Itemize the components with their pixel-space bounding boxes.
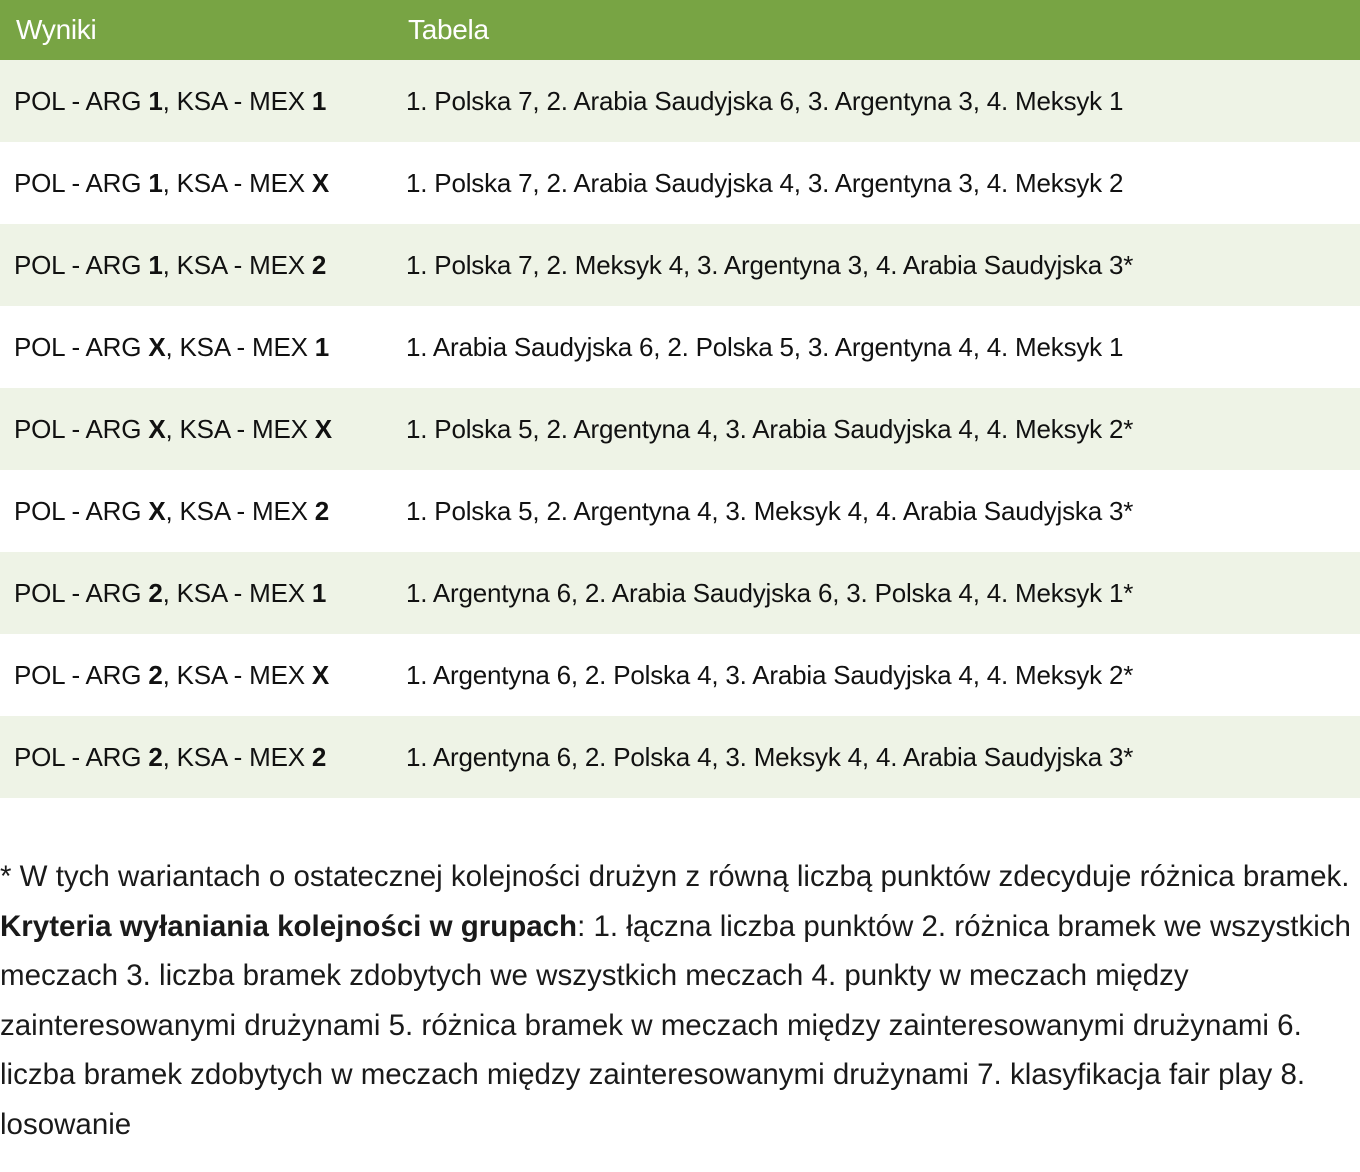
separator: , xyxy=(162,659,177,690)
result-pol-arg: 1 xyxy=(148,85,163,116)
match-ksa-mex: KSA - MEX xyxy=(176,659,312,690)
match-ksa-mex: KSA - MEX xyxy=(176,577,312,608)
results-cell xyxy=(0,634,392,716)
match-ksa-mex: KSA - MEX xyxy=(176,167,312,198)
separator: , xyxy=(165,331,180,362)
criteria-text: : 1. łączna liczba punktów 2. różnica bramek we wszystkich meczach 3. liczba bramek zdobytych we wszystkich meczach 4. punkty w meczach między zainteresowanymi drużynami 5. różnica bramek w meczach między zainteresowanymi drużynami 6. liczba bramek zdobytych w meczach między zainteresowanymi drużynami 7. klasyfikacja fair play 8. losowanie xyxy=(0,909,1351,1141)
results-cell xyxy=(0,552,392,634)
separator: , xyxy=(162,167,177,198)
match-pol-arg: POL - ARG xyxy=(14,495,149,526)
standings-cell: 1. Polska 7, 2. Arabia Saudyjska 4, 3. Argentyna 3, 4. Meksyk 2 xyxy=(392,142,1360,224)
result-ksa-mex: 1 xyxy=(314,331,330,362)
result-pol-arg: X xyxy=(148,413,166,444)
match-ksa-mex: KSA - MEX xyxy=(179,331,315,362)
standings-cell: 1. Arabia Saudyjska 6, 2. Polska 5, 3. Argentyna 4, 4. Meksyk 1 xyxy=(392,306,1360,388)
results-cell xyxy=(0,470,392,552)
table-row xyxy=(0,224,1360,306)
match-pol-arg: POL - ARG xyxy=(14,167,149,198)
footnote-intro: * W tych wariantach o ostatecznej kolejności drużyn z równą liczbą punktów zdecyduje różnica bramek. xyxy=(0,860,1350,893)
result-ksa-mex: 2 xyxy=(314,495,330,526)
separator: , xyxy=(162,249,177,280)
separator: , xyxy=(162,85,177,116)
match-ksa-mex: KSA - MEX xyxy=(179,495,315,526)
match-pol-arg: POL - ARG xyxy=(14,249,149,280)
criteria-title: Kryteria wyłaniania kolejności w grupach xyxy=(0,909,578,943)
match-pol-arg: POL - ARG xyxy=(14,85,149,116)
match-pol-arg: POL - ARG xyxy=(14,577,149,608)
match-pol-arg: POL - ARG xyxy=(14,741,149,772)
table-row xyxy=(0,716,1360,798)
result-pol-arg: X xyxy=(148,495,166,526)
results-cell xyxy=(0,716,392,798)
result-ksa-mex: 2 xyxy=(311,741,327,772)
result-pol-arg: 2 xyxy=(148,659,163,690)
result-ksa-mex: X xyxy=(311,167,330,198)
separator: , xyxy=(165,413,180,444)
results-cell xyxy=(0,306,392,388)
separator: , xyxy=(162,741,177,772)
result-ksa-mex: X xyxy=(314,413,332,444)
table-row xyxy=(0,634,1360,716)
separator: , xyxy=(165,495,180,526)
standings-cell: 1. Argentyna 6, 2. Polska 4, 3. Arabia Saudyjska 4, 4. Meksyk 2* xyxy=(392,634,1360,716)
result-pol-arg: 2 xyxy=(148,577,163,608)
header-results: Wyniki xyxy=(0,0,392,60)
standings-cell: 1. Polska 5, 2. Argentyna 4, 3. Meksyk 4, 4. Arabia Saudyjska 3* xyxy=(392,470,1360,552)
result-ksa-mex: X xyxy=(311,659,330,690)
result-pol-arg: X xyxy=(148,331,166,362)
standings-cell: 1. Argentyna 6, 2. Arabia Saudyjska 6, 3. Polska 4, 4. Meksyk 1* xyxy=(392,552,1360,634)
match-ksa-mex: KSA - MEX xyxy=(176,85,312,116)
result-pol-arg: 1 xyxy=(148,249,163,280)
results-cell xyxy=(0,388,392,470)
result-ksa-mex: 2 xyxy=(311,249,327,280)
footnote xyxy=(0,852,1358,1149)
results-cell xyxy=(0,60,392,142)
table-header-row xyxy=(0,0,1360,60)
separator: , xyxy=(162,577,177,608)
table-row xyxy=(0,60,1360,142)
match-ksa-mex: KSA - MEX xyxy=(176,249,312,280)
result-pol-arg: 2 xyxy=(148,741,163,772)
match-ksa-mex: KSA - MEX xyxy=(176,741,312,772)
table-row xyxy=(0,470,1360,552)
header-standings: Tabela xyxy=(392,0,1360,60)
standings-cell: 1. Polska 7, 2. Arabia Saudyjska 6, 3. Argentyna 3, 4. Meksyk 1 xyxy=(392,60,1360,142)
table-row xyxy=(0,142,1360,224)
results-cell xyxy=(0,142,392,224)
match-ksa-mex: KSA - MEX xyxy=(179,413,315,444)
result-ksa-mex: 1 xyxy=(311,577,327,608)
match-pol-arg: POL - ARG xyxy=(14,659,149,690)
table-row xyxy=(0,306,1360,388)
standings-cell: 1. Polska 7, 2. Meksyk 4, 3. Argentyna 3, 4. Arabia Saudyjska 3* xyxy=(392,224,1360,306)
result-pol-arg: 1 xyxy=(148,167,163,198)
result-ksa-mex: 1 xyxy=(311,85,327,116)
standings-cell: 1. Polska 5, 2. Argentyna 4, 3. Arabia Saudyjska 4, 4. Meksyk 2* xyxy=(392,388,1360,470)
standings-cell: 1. Argentyna 6, 2. Polska 4, 3. Meksyk 4, 4. Arabia Saudyjska 3* xyxy=(392,716,1360,798)
match-pol-arg: POL - ARG xyxy=(14,413,149,444)
match-pol-arg: POL - ARG xyxy=(14,331,149,362)
table-row xyxy=(0,552,1360,634)
table-row xyxy=(0,388,1360,470)
results-cell xyxy=(0,224,392,306)
